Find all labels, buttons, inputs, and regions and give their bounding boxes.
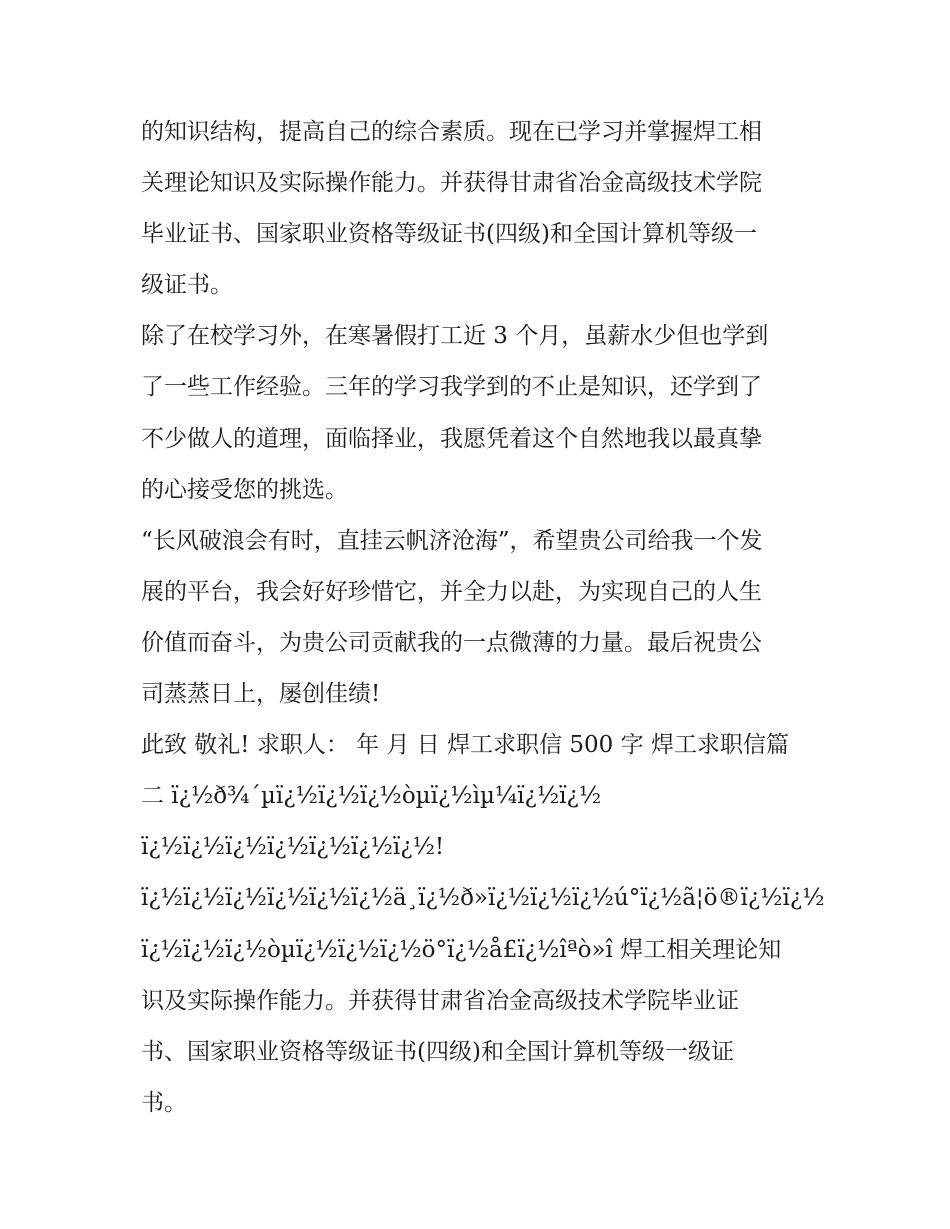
text-line: 了一些工作经验。三年的学习我学到的不止是知识，还学到了: [141, 374, 762, 401]
text-line: 价值而奋斗，为贵公司贡献我的一点微薄的力量。最后祝贵公: [141, 629, 762, 656]
text-line: 此致 敬礼! 求职人： 年 月 日 焊工求职信 500 字 焊工求职信篇: [141, 732, 789, 759]
text-line: 级证书。: [141, 272, 233, 299]
text-line: 关理论知识及实际操作能力。并获得甘肃省冶金高级技术学院: [141, 170, 762, 197]
text-line: 的知识结构，提高自己的综合素质。现在已学习并掌握焊工相: [141, 119, 762, 145]
text-line: 司蒸蒸日上，屡创佳绩!: [141, 681, 381, 708]
text-line: 书。: [141, 1089, 187, 1116]
text-line: 不少做人的道理，面临择业，我愿凭着这个自然地我以最真挚: [141, 425, 762, 452]
text-line: ï¿½ï¿½ï¿½ï¿½ï¿½ï¿½ä¸ï¿½ð»ï¿½ï¿½ï¿½ú°ï¿½ã¦ö®ï¿½ï¿½: [141, 885, 825, 912]
text-line: 展的平台，我会好好珍惜它，并全力以赴，为实现自己的人生: [141, 578, 762, 605]
text-line: 书、国家职业资格等级证书(四级)和全国计算机等级一级证: [141, 1038, 734, 1065]
text-line: 的心接受您的挑选。: [141, 476, 348, 503]
text-line: 二 ï¿½ð¾´µï¿½ï¿½ï¿½òµï¿½ìµ¼ï¿½ï¿½: [141, 783, 602, 810]
text-line: ï¿½ï¿½ï¿½òµï¿½ï¿½ï¿½ö°ï¿½å£ï¿½îªò»î 焊工相关理论知: [141, 936, 782, 963]
body-text: [141, 107, 825, 1129]
text-line: ï¿½ï¿½ï¿½ï¿½ï¿½ï¿½ï¿½!: [141, 834, 445, 861]
text-line: “长风破浪会有时，直挂云帆济沧海”，希望贵公司给我一个发: [141, 527, 763, 554]
text-line: 除了在校学习外，在寒暑假打工近 3 个月，虽薪水少但也学到: [141, 323, 769, 350]
text-line: 识及实际操作能力。并获得甘肃省冶金高级技术学院毕业证: [141, 987, 739, 1014]
text-line: 毕业证书、国家职业资格等级证书(四级)和全国计算机等级一: [141, 221, 757, 248]
